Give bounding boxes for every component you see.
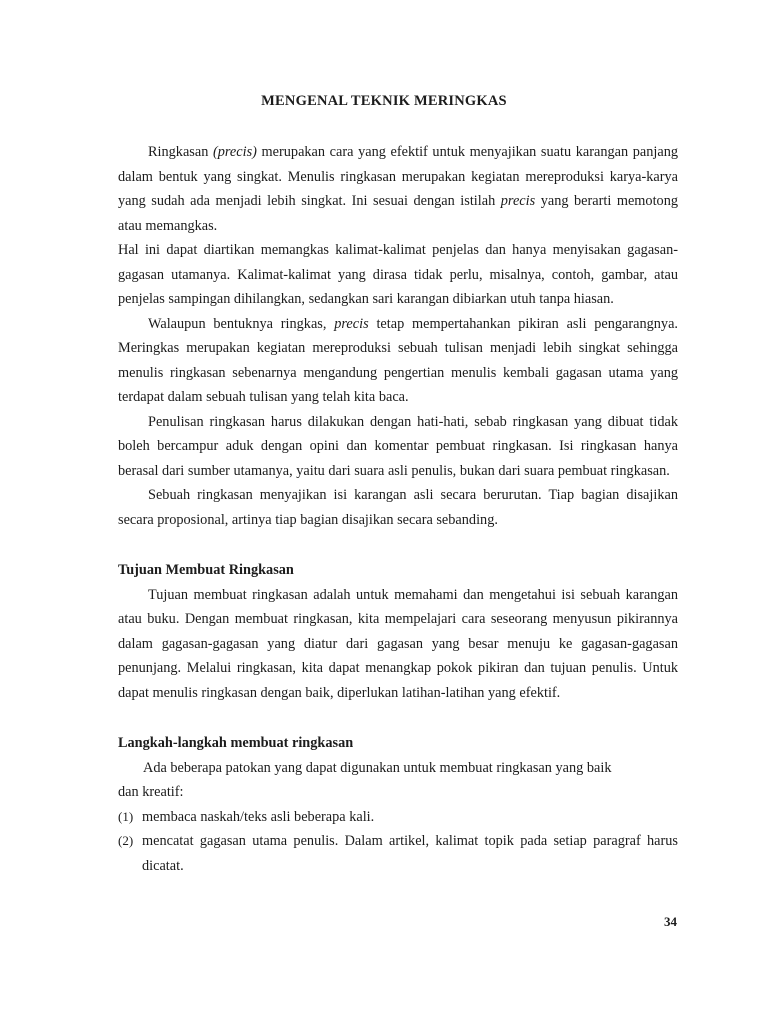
paragraph-intro-2: Hal ini dapat diartikan memangkas kalimat-kalimat penjelas dan hanya menyisakan gagasan-gagasan utamanya. Kalimat-kalimat yang dirasa tidak perlu, misalnya, contoh, gambar, atau penjelas sampingan dihilangkan, sedangkan sari karangan dibiarkan utuh tanpa hiasan.	[118, 242, 678, 307]
spacer	[118, 532, 678, 558]
list-item	[118, 805, 678, 830]
page-number: 34	[664, 914, 677, 929]
paragraph-intro-3: Walaupun bentuknya ringkas, precis tetap mempertahankan pikiran asli pengarangnya. Meringkas merupakan kegiatan mereproduksi sebuah tulisan menjadi lebih singkat sehingga menulis ringkasan sebenarnya mengandung pengertian menulis kembali gagasan utama yang terdapat dalam sebuah tulisan yang telah kita baca.	[118, 315, 678, 405]
document-body	[118, 140, 678, 878]
list-item	[118, 829, 678, 878]
steps-list	[118, 805, 678, 879]
precis-term: precis	[500, 193, 536, 209]
paragraph-intro-4: Penulisan ringkasan harus dilakukan dengan hati-hati, sebab ringkasan yang dibuat tidak boleh bercampur aduk dengan opini dan komentar pembuat ringkasan. Isi ringkasan hanya berasal dari sumber utamanya, yaitu dari suara asli penulis, bukan dari suara pembuat ringkasan.	[118, 413, 678, 479]
paragraph-langkah-intro: Ada beberapa patokan yang dapat digunakan untuk membuat ringkasan yang baik dan kreatif:	[118, 759, 612, 800]
page-title: MENGENAL TEKNIK MERINGKAS	[261, 93, 507, 109]
list-number: (1)	[118, 808, 134, 824]
paragraph-tujuan: Tujuan membuat ringkasan adalah untuk memahami dan mengetahui isi sebuah karangan atau buku. Dengan membuat ringkasan, kita mempelajari cara seseorang menyusun pikirannya dalam gagasan-gagasan yang diatur dari gagasan yang besar menuju ke gagasan-gagasan penunjang. Melalui ringkasan, kita dapat menangkap pokok pikiran dan tujuan penulis. Untuk dapat menulis ringkasan dengan baik, diperlukan latihan-latihan yang efektif.	[118, 586, 678, 701]
precis-term: (precis)	[212, 144, 257, 160]
section-heading-tujuan: Tujuan Membuat Ringkasan	[118, 562, 294, 578]
list-number: (2)	[118, 833, 134, 848]
section-heading-langkah: Langkah-langkah membuat ringkasan	[118, 735, 354, 751]
list-item-text: mencatat gagasan utama penulis. Dalam artikel, kalimat topik pada setiap paragraf harus dicatat.	[142, 833, 678, 874]
paragraph-intro-5: Sebuah ringkasan menyajikan isi karangan asli secara berurutan. Tiap bagian disajikan secara proposional, artinya tiap bagian disajikan secara sebanding.	[118, 487, 678, 528]
precis-term: precis	[334, 315, 369, 332]
list-item-text: membaca naskah/teks asli beberapa kali.	[142, 808, 375, 825]
paragraph-intro-1: Ringkasan (precis) merupakan cara yang efektif untuk menyajikan suatu karangan panjang dalam bentuk yang singkat. Menulis ringkasan merupakan kegiatan mereproduksi karya-karya yang sudah ada menjadi lebih singkat. Ini sesuai dengan istilah precis yang berarti memotong atau memangkas.	[118, 144, 678, 234]
spacer	[118, 705, 678, 731]
